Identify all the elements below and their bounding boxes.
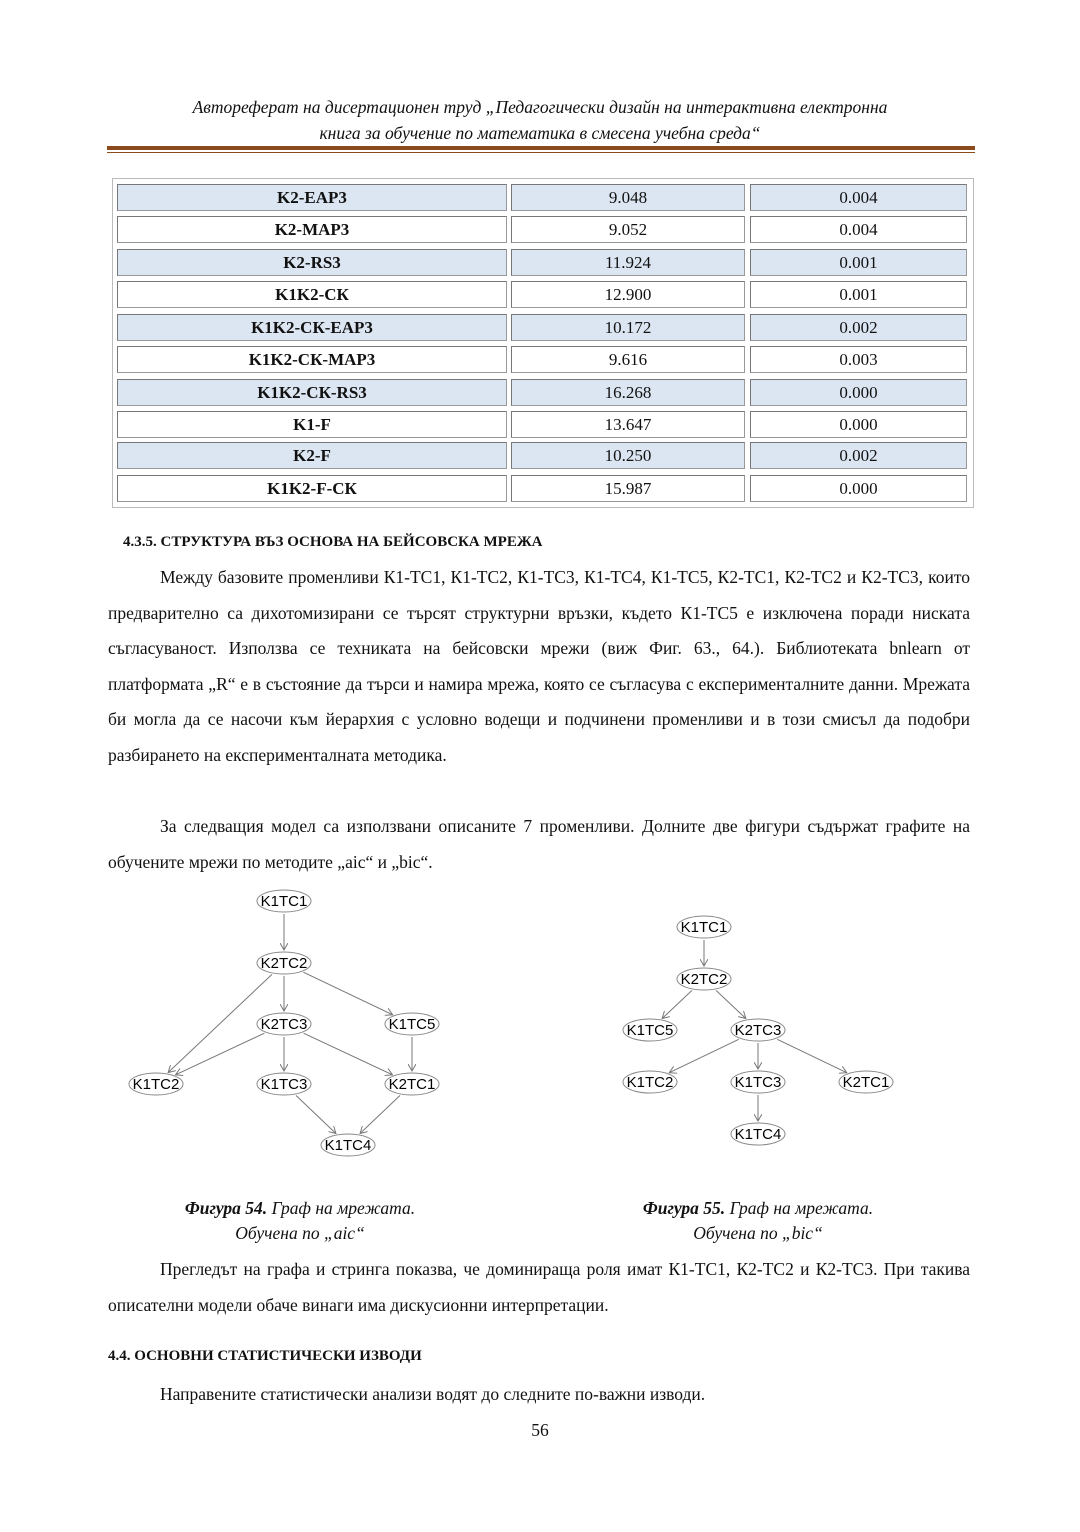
figure-title: Граф на мрежата. [271, 1198, 416, 1218]
graph-node-label: K2TC3 [734, 1022, 782, 1039]
model-name-cell: K1K2-СК [117, 281, 507, 308]
paragraph: Между базовите променливи К1-ТС1, К1-ТС2, К1-ТС3, К1-ТС4, К1-ТС5, К2-ТС1, К2-ТС2 и К2-ТС3, които предварително са дихотомизирани се търсят структурни връзки, където К1-ТС5 е изключена поради ниската съгласуваност. Използва се техниката на бейсовски мрежи (виж Фиг. 63., 64.). Библиотеката bnlearn от платформата „R“ е в състояние да търси и намира мрежа, която се съгласува с експерименталните данни. Мрежата би могла да се насочи към йерархия с условно водещи и подчинени променливи и в този смисъл да подобри разбирането на експерименталната методика. [108, 567, 970, 765]
figure-label: Фигура 55. [642, 1198, 726, 1218]
figure-caption-55 [608, 1196, 908, 1246]
p-value-cell: 0.000 [750, 379, 967, 406]
graph-edge [304, 1033, 393, 1075]
graph-node-label: K2TC2 [260, 955, 308, 972]
model-name-cell: K1K2-СК-RS3 [117, 379, 507, 406]
header-line: книга за обучение по математика в смесена учебна среда“ [319, 123, 761, 143]
p-value-cell: 0.003 [750, 346, 967, 373]
p-value-cell: 0.002 [750, 314, 967, 341]
graph-node-label: K2TC3 [260, 1016, 308, 1033]
p-value-cell: 0.004 [750, 184, 967, 211]
graph-node-label: K1TC1 [260, 893, 308, 910]
model-name-cell: K2-F [117, 442, 507, 469]
statistic-cell: 10.250 [511, 442, 745, 469]
graph-node-label: K1TC1 [680, 919, 728, 936]
model-name-cell: K2-RS3 [117, 249, 507, 276]
p-value-cell: 0.000 [750, 475, 967, 502]
graph-node-label: K1TC3 [260, 1076, 308, 1093]
figure-title: Граф на мрежата. [729, 1198, 874, 1218]
statistic-cell: 13.647 [511, 411, 745, 438]
statistic-cell: 11.924 [511, 249, 745, 276]
graph-node-label: K1TC2 [132, 1076, 180, 1093]
graph-node-label: K1TC4 [324, 1137, 372, 1154]
figure-caption-54 [150, 1196, 450, 1246]
graph-node-label: K1TC2 [626, 1074, 674, 1091]
statistic-cell: 9.052 [511, 216, 745, 243]
graph-edge [168, 974, 272, 1072]
model-name-cell: K1K2-F-СК [117, 475, 507, 502]
p-value-cell: 0.000 [750, 411, 967, 438]
graph-node-label: K2TC1 [388, 1076, 436, 1093]
p-value-cell: 0.002 [750, 442, 967, 469]
model-name-cell: K1-F [117, 411, 507, 438]
graph-node-label: K1TC4 [734, 1126, 782, 1143]
figure-subtitle: Обучена по „aic“ [235, 1223, 365, 1243]
statistic-cell: 9.616 [511, 346, 745, 373]
section-heading: 4.4. ОСНОВНИ СТАТИСТИЧЕСКИ ИЗВОДИ [108, 1348, 422, 1364]
graph-edge [662, 990, 692, 1018]
model-name-cell: K2-MAP3 [117, 216, 507, 243]
statistic-cell: 12.900 [511, 281, 745, 308]
statistic-cell: 9.048 [511, 184, 745, 211]
paragraph: Направените статистически анализи водят до следните по-важни изводи. [160, 1384, 706, 1404]
statistic-cell: 10.172 [511, 314, 745, 341]
graph-edge [669, 1039, 739, 1072]
graph-node-label: K1TC5 [626, 1022, 674, 1039]
graph-edge [303, 972, 392, 1015]
statistic-cell: 16.268 [511, 379, 745, 406]
p-value-cell: 0.001 [750, 249, 967, 276]
p-value-cell: 0.004 [750, 216, 967, 243]
graph-edge [176, 1033, 265, 1075]
figure-subtitle: Обучена по „bic“ [693, 1223, 823, 1243]
section-heading: 4.3.5. СТРУКТУРА ВЪЗ ОСНОВА НА БЕЙСОВСКА МРЕЖА [123, 534, 543, 550]
graph-edge [296, 1095, 336, 1133]
graph-node-label: K1TC3 [734, 1074, 782, 1091]
graph-edge [716, 990, 746, 1018]
model-name-cell: K2-EAP3 [117, 184, 507, 211]
paragraph: Прегледът на графа и стринга показва, че доминираща роля имат К1-ТС1, К2-ТС2 и К2-ТС3. При такива описателни модели обаче винаги има дискусионни интерпретации. [108, 1259, 970, 1315]
network-graph-1 [129, 890, 439, 1156]
network-graph-2 [623, 916, 893, 1145]
graph-node-label: K2TC1 [842, 1074, 890, 1091]
header-line: Автореферат на дисертационен труд „Педагогически дизайн на интерактивна електронна [192, 97, 888, 117]
graph-edge [777, 1039, 847, 1072]
graph-edge [360, 1095, 400, 1133]
statistic-cell: 15.987 [511, 475, 745, 502]
page-number: 56 [531, 1420, 549, 1440]
model-name-cell: K1K2-СК-EAP3 [117, 314, 507, 341]
paragraph: За следващия модел са използвани описаните 7 променливи. Долните две фигури съдържат графите на обучените мрежи по методите „aic“ и „bic“. [108, 816, 970, 872]
graph-node-label: K2TC2 [680, 971, 728, 988]
p-value-cell: 0.001 [750, 281, 967, 308]
graph-node-label: K1TC5 [388, 1016, 436, 1033]
figure-label: Фигура 54. [184, 1198, 268, 1218]
model-name-cell: K1K2-СК-MAP3 [117, 346, 507, 373]
